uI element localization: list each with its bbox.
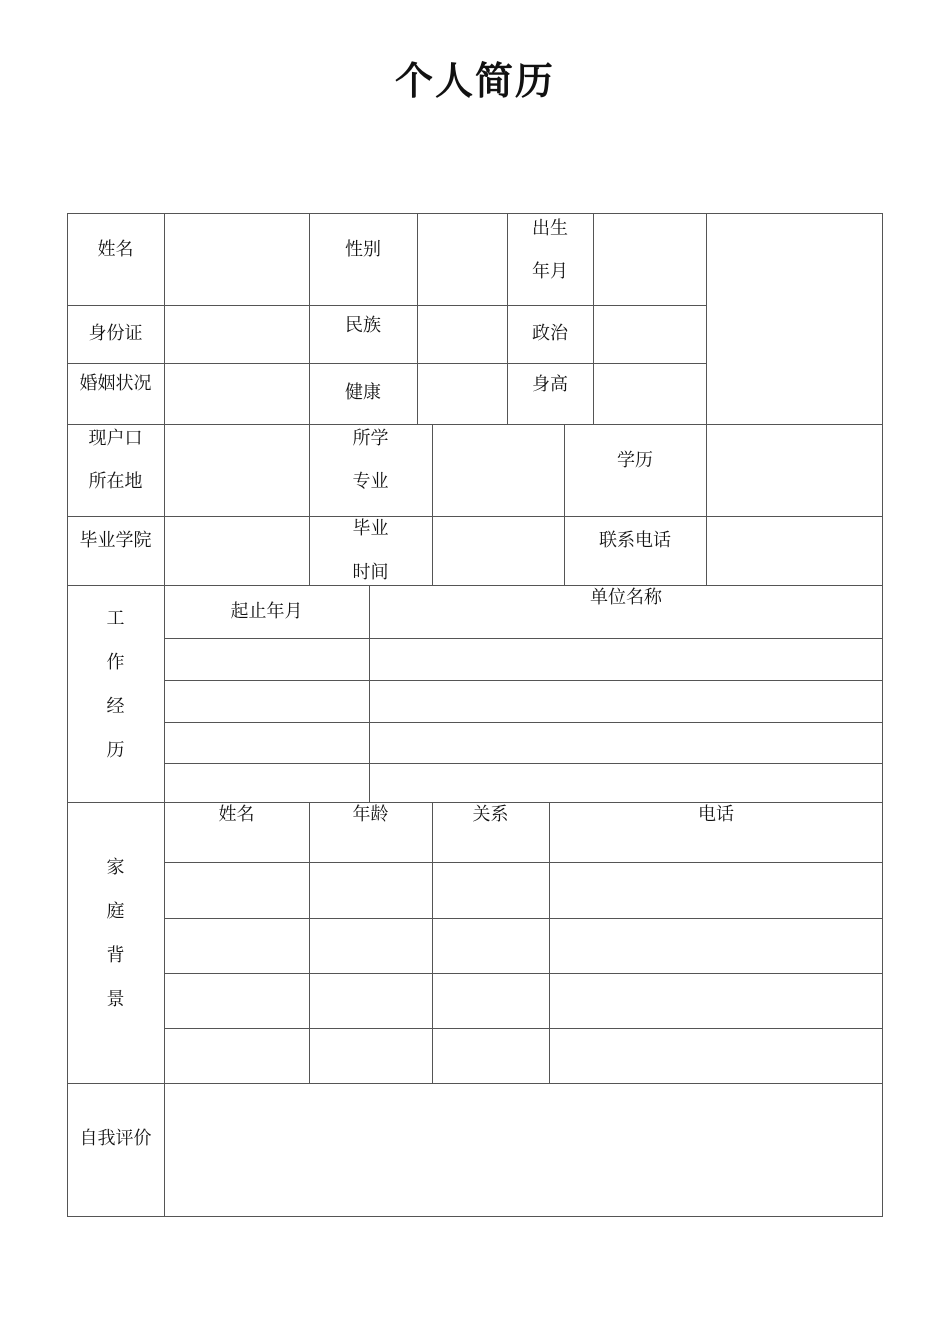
label-marital: 婚姻状况	[79, 373, 152, 394]
label-gender: 性别	[345, 239, 381, 260]
grid-line	[432, 802, 433, 1084]
label-hukou-line1: 现户口	[88, 428, 143, 449]
field-height[interactable]	[594, 364, 705, 423]
photo-area[interactable]	[707, 214, 882, 423]
field-major[interactable]	[433, 425, 563, 515]
field-grad-time[interactable]	[433, 517, 563, 584]
label-health: 健康	[345, 382, 381, 403]
field-gender[interactable]	[418, 214, 506, 304]
grid-line	[309, 802, 310, 1084]
field-birth-date[interactable]	[594, 214, 705, 304]
field-marital[interactable]	[165, 364, 308, 423]
field-name[interactable]	[165, 214, 308, 304]
family-section-char: 背	[106, 945, 125, 966]
grid-line	[164, 722, 883, 723]
grid-line	[164, 638, 883, 639]
label-ethnicity: 民族	[345, 315, 381, 336]
work-section-char: 历	[106, 740, 125, 761]
label-gradtime-line2: 时间	[352, 562, 389, 583]
label-birth-line1: 出生	[532, 218, 568, 239]
field-id-card[interactable]	[165, 306, 308, 362]
field-phone[interactable]	[707, 517, 882, 584]
field-school[interactable]	[165, 517, 308, 584]
label-gradtime-line1: 毕业	[352, 518, 389, 539]
grid-line	[564, 424, 565, 586]
grid-line	[164, 763, 883, 764]
grid-line	[164, 973, 883, 974]
field-self-evaluation[interactable]	[165, 1084, 882, 1216]
family-section-char: 景	[106, 989, 125, 1010]
label-politics: 政治	[532, 323, 568, 344]
label-height: 身高	[532, 374, 568, 395]
grid-line	[369, 585, 370, 803]
grid-line	[164, 918, 883, 919]
work-section-char: 作	[106, 652, 125, 673]
field-hukou[interactable]	[165, 425, 308, 515]
label-phone: 联系电话	[599, 530, 671, 551]
label-education: 学历	[617, 450, 653, 471]
label-id-card: 身份证	[88, 323, 143, 344]
work-col-period: 起止年月	[230, 601, 303, 622]
family-col-relation: 关系	[472, 804, 509, 825]
label-school: 毕业学院	[79, 530, 152, 551]
label-hukou-line2: 所在地	[88, 471, 143, 492]
work-col-company: 单位名称	[590, 587, 662, 608]
field-ethnicity[interactable]	[418, 306, 506, 362]
page-title: 个人简历	[394, 58, 555, 103]
family-col-age: 年龄	[352, 804, 389, 825]
label-self-evaluation: 自我评价	[79, 1128, 152, 1149]
work-section-char: 工	[106, 608, 125, 629]
grid-line	[67, 585, 883, 586]
label-major-line2: 专业	[352, 471, 389, 492]
field-education[interactable]	[707, 425, 882, 515]
grid-line	[549, 802, 550, 1084]
grid-line	[164, 680, 883, 681]
grid-line	[164, 862, 883, 863]
label-birth-line2: 年月	[532, 261, 568, 282]
label-name: 姓名	[97, 239, 134, 260]
label-major-line1: 所学	[352, 428, 389, 449]
field-politics[interactable]	[594, 306, 705, 362]
grid-line	[164, 1028, 883, 1029]
family-section-char: 庭	[106, 901, 125, 922]
family-col-name: 姓名	[218, 804, 255, 825]
grid-line	[164, 802, 165, 1084]
field-health[interactable]	[418, 364, 506, 423]
work-section-char: 经	[106, 696, 125, 717]
grid-line	[67, 802, 883, 803]
family-section-char: 家	[106, 857, 125, 878]
family-col-phone: 电话	[698, 804, 734, 825]
